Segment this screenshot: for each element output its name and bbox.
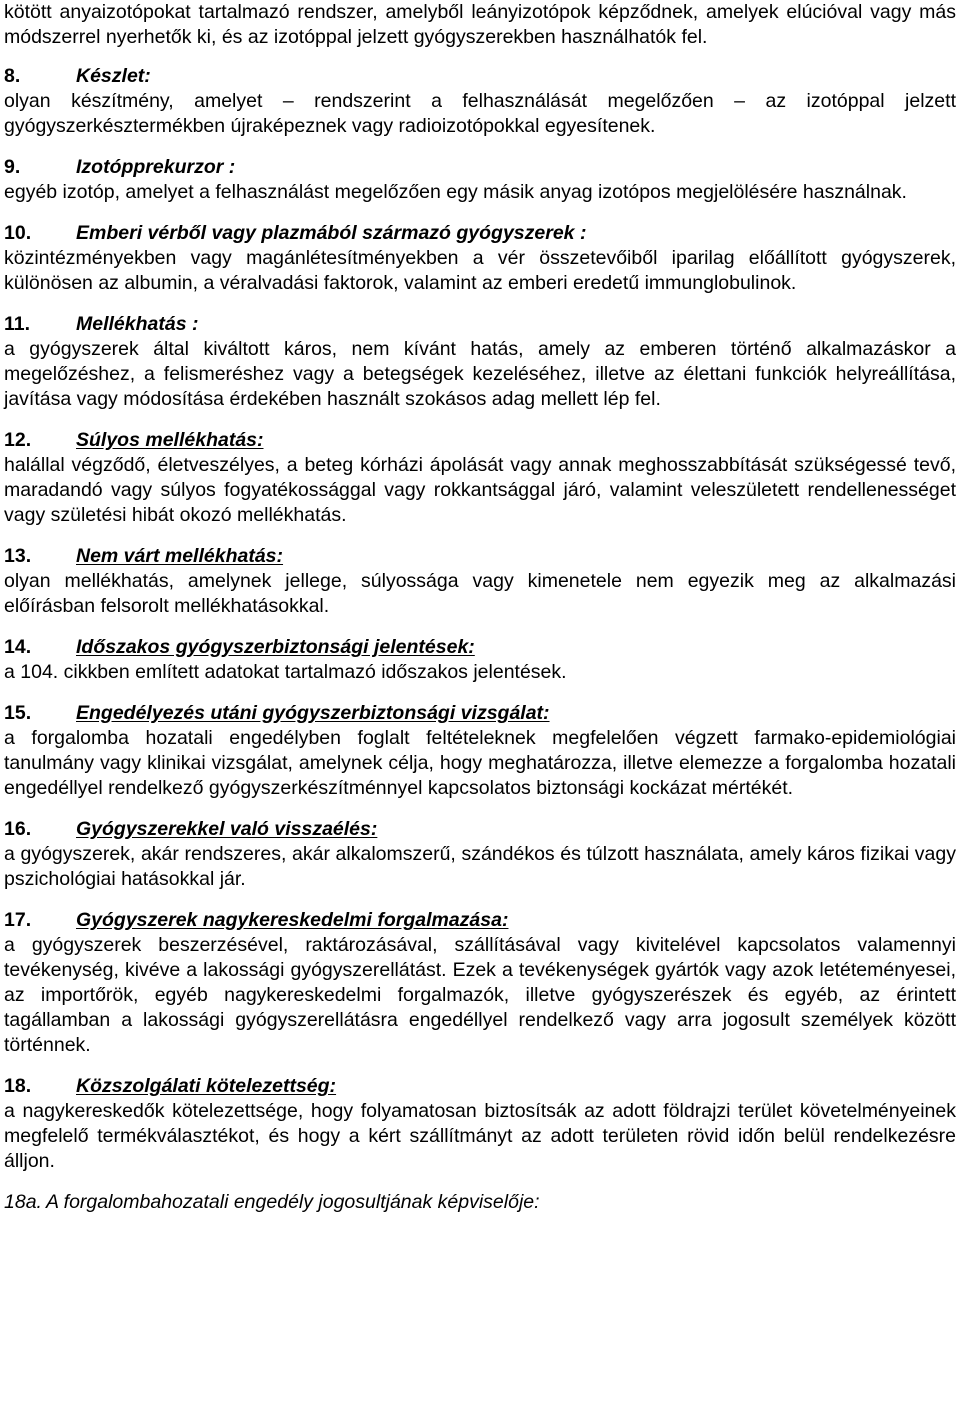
intro-paragraph: kötött anyaizotópokat tartalmazó rendszer, amelyből leányizotópok képződnek, amelyek elúcióval vagy más módszerrel nyerhetők ki, és az izotóppal jelzett gyógyszerekben használhatók fel. — [4, 1, 956, 48]
definition-term: Készlet: — [76, 65, 151, 87]
definition-text: a gyógyszerek, akár rendszeres, akár alkalomszerű, szándékos és túlzott használata, amely káros fizikai vagy pszichológiai hatásokkal jár. — [4, 843, 956, 890]
definition-heading — [4, 312, 956, 337]
definition-8 — [4, 64, 956, 139]
definition-number: 12. — [4, 429, 32, 451]
definition-heading — [4, 155, 956, 180]
definition-text: halállal végződő, életveszélyes, a beteg kórházi ápolását vagy annak meghosszabbítását szükségessé tevő, maradandó vagy súlyos fogyatékossággal vagy rokkantsággal járó, valamint veleszületett rendellenességet vagy születési hibát okozó mellékhatás. — [4, 454, 956, 526]
definition-heading — [4, 221, 956, 246]
definition-text: a forgalomba hozatali engedélyben foglalt feltételeknek megfelelően végzett farmako-epidemiológiai tanulmány vagy klinikai vizsgálat, amelynek célja, hogy meghatározza, illetve elemezze a forgalomba hozatali engedéllyel rendelkező gyógyszerkészítménnyel kapcsolatos biztonsági kockázat mértékét. — [4, 727, 956, 799]
definition-heading — [4, 1190, 956, 1215]
definition-term: Mellékhatás : — [76, 313, 199, 335]
definition-9 — [4, 155, 956, 205]
definition-term: Időszakos gyógyszerbiztonsági jelentések: — [76, 636, 475, 658]
definition-text: a nagykereskedők kötelezettsége, hogy folyamatosan biztosítsák az adott földrajzi terület követelményeinek megfelelő termékválasztékot, és hogy a kért szállítmányt az adott területen rövid időn belül rendelkezésre álljon. — [4, 1100, 956, 1172]
definition-14 — [4, 635, 956, 685]
definition-12 — [4, 428, 956, 528]
definition-heading — [4, 635, 956, 660]
definition-18 — [4, 1074, 956, 1174]
definition-number: 18a. — [4, 1191, 42, 1213]
definition-number: 8. — [4, 65, 21, 87]
definition-term: Izotópprekurzor : — [76, 156, 236, 178]
definition-17 — [4, 908, 956, 1058]
definition-text: közintézményekben vagy magánlétesítményekben a vér összetevőiből iparilag előállított gyógyszerek, különösen az albumin, a véralvadási faktorok, valamint az emberi eredetű immunglobulinok. — [4, 247, 956, 294]
definition-heading — [4, 908, 956, 933]
definition-heading — [4, 1074, 956, 1099]
definition-18a — [4, 1190, 956, 1215]
definition-number: 9. — [4, 156, 21, 178]
definition-term: Gyógyszerekkel való visszaélés: — [76, 818, 378, 840]
definition-heading — [4, 701, 956, 726]
definition-11 — [4, 312, 956, 412]
definition-15 — [4, 701, 956, 801]
definition-term: Gyógyszerek nagykereskedelmi forgalmazása: — [76, 909, 509, 931]
definition-term: Nem várt mellékhatás: — [76, 545, 284, 567]
definition-13 — [4, 544, 956, 619]
definition-heading — [4, 64, 956, 89]
definition-number: 13. — [4, 545, 32, 567]
definition-10 — [4, 221, 956, 296]
definition-term: Közszolgálati kötelezettség: — [76, 1075, 337, 1097]
definition-text: olyan mellékhatás, amelynek jellege, súlyossága vagy kimenetele nem egyezik meg az alkalmazási előírásban felsorolt mellékhatásokkal. — [4, 570, 956, 617]
definition-number: 14. — [4, 636, 32, 658]
definition-number: 16. — [4, 818, 32, 840]
definition-term: A forgalombahozatali engedély jogosultjának képviselője: — [45, 1191, 540, 1213]
definition-text: a gyógyszerek által kiváltott káros, nem kívánt hatás, amely az emberen történő alkalmazáskor a megelőzéshez, a felismeréshez vagy a betegségek kezeléséhez, illetve az élettani funkciók helyreállítása, javítása vagy módosítása érdekében használt szokásos adag mellett lép fel. — [4, 338, 956, 410]
definition-number: 18. — [4, 1075, 32, 1097]
definition-text: egyéb izotóp, amelyet a felhasználást megelőzően egy másik anyag izotópos megjelölésére használnak. — [4, 181, 907, 203]
definition-number: 10. — [4, 222, 32, 244]
definition-number: 15. — [4, 702, 32, 724]
definition-term: Engedélyezés utáni gyógyszerbiztonsági vizsgálat: — [76, 702, 550, 724]
definition-heading — [4, 544, 956, 569]
definition-number: 17. — [4, 909, 32, 931]
definition-text: a gyógyszerek beszerzésével, raktározásával, szállításával vagy kivitelével kapcsolatos valamennyi tevékenység, kivéve a lakossági gyógyszerellátást. Ezek a tevékenységek gyártók vagy azok letéteményesei, az importőrök, egyéb nagykereskedelmi forgalmazók, illetve gyógyszerészek és egyéb, az érintett tagállamban a lakossági gyógyszerellátásra engedéllyel rendelkező vagy arra jogosult személyek között történnek. — [4, 934, 956, 1056]
definition-term: Súlyos mellékhatás: — [76, 429, 264, 451]
definition-heading — [4, 817, 956, 842]
definition-heading — [4, 428, 956, 453]
definition-text: olyan készítmény, amelyet – rendszerint a felhasználását megelőzően – az izotóppal jelzett gyógyszerkésztermékben újraképeznek vagy radioizotópokkal egyesítenek. — [4, 90, 956, 137]
definition-16 — [4, 817, 956, 892]
definition-term: Emberi vérből vagy plazmából származó gyógyszerek : — [76, 222, 587, 244]
definition-number: 11. — [4, 313, 31, 335]
definition-text: a 104. cikkben említett adatokat tartalmazó időszakos jelentések. — [4, 661, 567, 683]
